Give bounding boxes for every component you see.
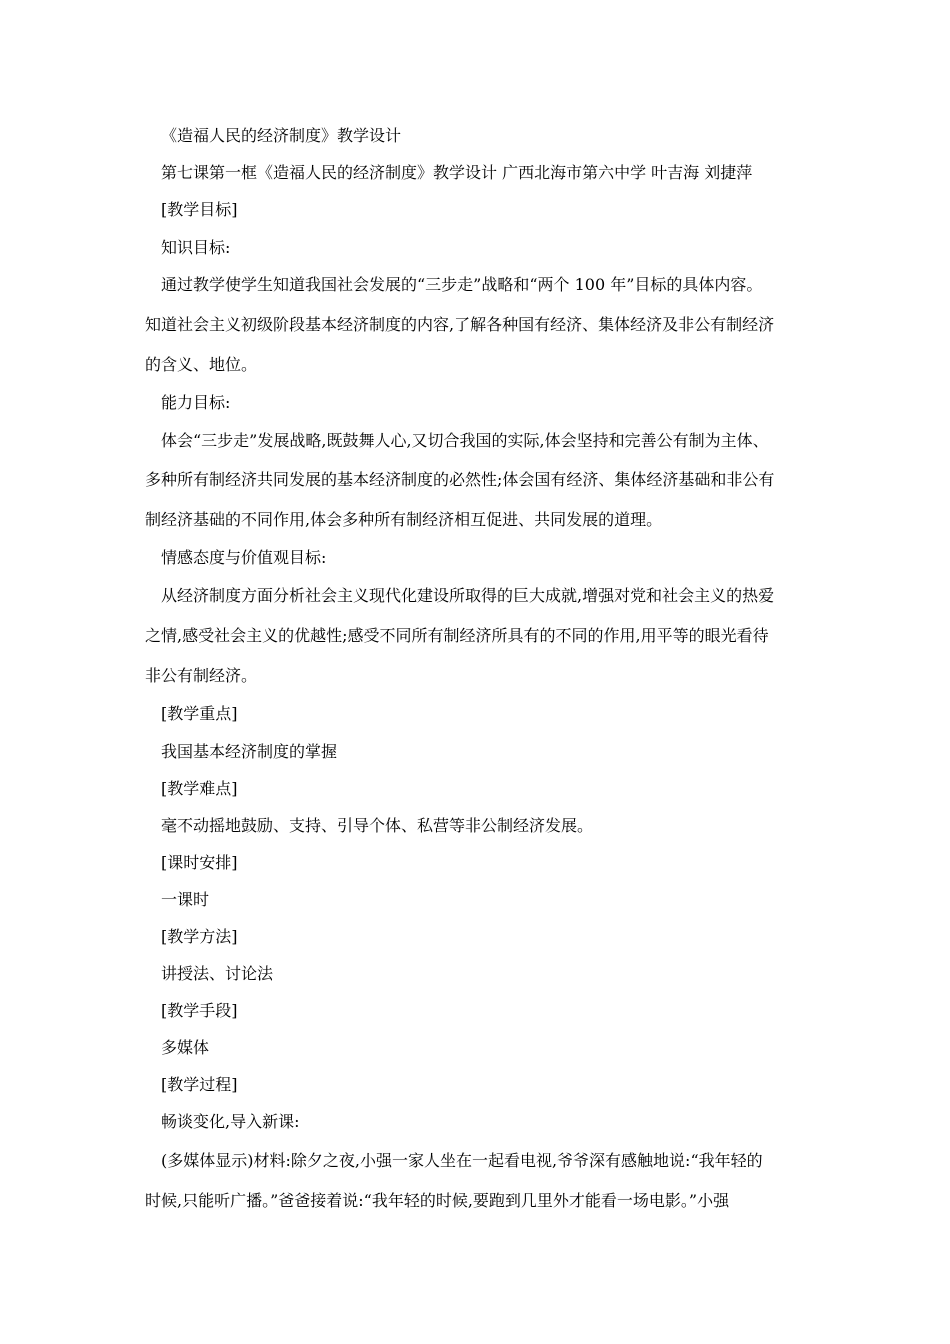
paragraph-line: 从经济制度方面分析社会主义现代化建设所取得的巨大成就,增强对党和社会主义的热爱 [161, 586, 775, 605]
section-heading: [教学目标] [161, 200, 238, 219]
subsection-heading: 知识目标: [161, 238, 231, 257]
paragraph-line: 通过教学使学生知道我国社会发展的“三步走”战略和“两个 100 年”目标的具体内容。 [161, 275, 763, 294]
paragraph-line: 之情,感受社会主义的优越性;感受不同所有制经济所具有的不同的作用,用平等的眼光看待 [145, 626, 769, 645]
paragraph-line: 多种所有制经济共同发展的基本经济制度的必然性;体会国有经济、集体经济基础和非公有 [145, 470, 775, 489]
subsection-heading: 能力目标: [161, 393, 231, 412]
section-heading: [教学难点] [161, 779, 238, 798]
paragraph-line: 毫不动摇地鼓励、支持、引导个体、私营等非公制经济发展。 [161, 816, 594, 835]
paragraph-line: 制经济基础的不同作用,体会多种所有制经济相互促进、共同发展的道理。 [145, 510, 663, 529]
paragraph-line: 体会“三步走”发展战略,既鼓舞人心,又切合我国的实际,体会坚持和完善公有制为主体、 [161, 431, 769, 450]
section-heading: [教学重点] [161, 704, 238, 723]
subsection-heading: 情感态度与价值观目标: [161, 548, 327, 567]
paragraph-line: 非公有制经济。 [145, 666, 258, 685]
section-heading: [教学手段] [161, 1001, 238, 1020]
document-title: 《造福人民的经济制度》教学设计 [161, 126, 402, 145]
paragraph-line: 时候,只能听广播。”爸爸接着说:“我年轻的时候,要跑到几里外才能看一场电影。”小强 [145, 1191, 730, 1210]
section-heading: [教学方法] [161, 927, 238, 946]
paragraph-line: 的含义、地位。 [145, 355, 258, 374]
subsection-heading: 畅谈变化,导入新课: [161, 1112, 300, 1131]
paragraph-line: 一课时 [161, 890, 210, 909]
document-subtitle: 第七课第一框《造福人民的经济制度》教学设计 广西北海市第六中学 叶吉海 刘捷萍 [161, 163, 753, 182]
section-heading: [课时安排] [161, 853, 238, 872]
paragraph-line: (多媒体显示)材料:除夕之夜,小强一家人坐在一起看电视,爷爷深有感触地说:“我年轻的 [161, 1151, 763, 1170]
paragraph-line: 讲授法、讨论法 [161, 964, 274, 983]
paragraph-line: 知道社会主义初级阶段基本经济制度的内容,了解各种国有经济、集体经济及非公有制经济 [145, 315, 775, 334]
paragraph-line: 我国基本经济制度的掌握 [161, 742, 338, 761]
section-heading: [教学过程] [161, 1075, 238, 1094]
paragraph-line: 多媒体 [161, 1038, 210, 1057]
